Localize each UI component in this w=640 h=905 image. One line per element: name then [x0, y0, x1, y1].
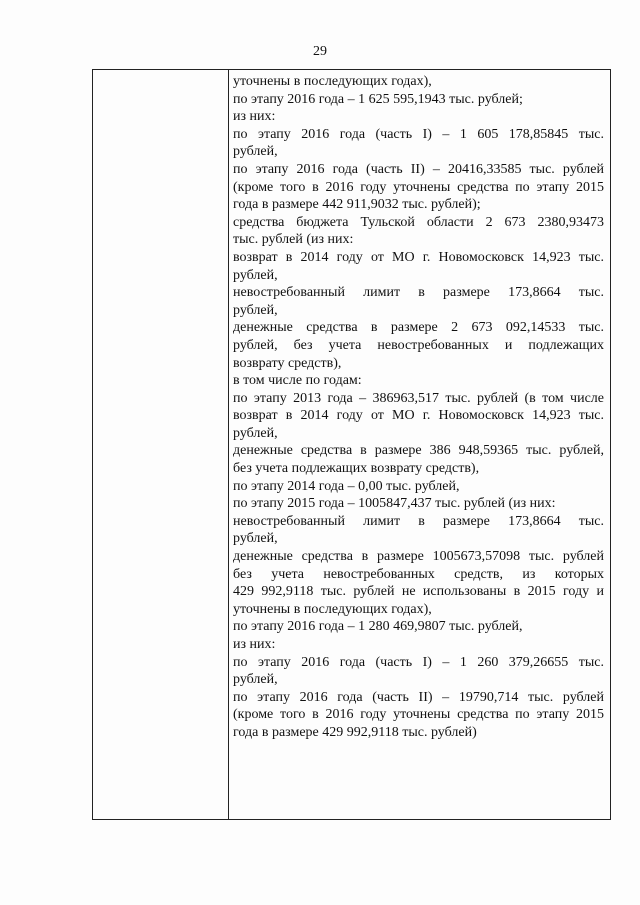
text-line: по этапу 2016 года (часть I) – 1 260 379,26655 тыс. [233, 654, 604, 670]
column-divider [228, 70, 229, 819]
text-line: из них: [233, 637, 276, 652]
text-line: денежные средства в размере 386 948,59365 тыс. рублей, [233, 443, 604, 459]
text-line: по этапу 2016 года (часть II) – 19790,714 тыс. рублей [233, 689, 604, 705]
text-line: по этапу 2015 года – 1005847,437 тыс. рублей (из них: [233, 496, 556, 512]
text-line: в том числе по годам: [233, 373, 362, 389]
text-line: уточнены в последующих годах), [233, 601, 432, 617]
text-line: года в размере 429 992,9118 тыс. рублей) [233, 724, 477, 740]
text-line: по этапу 2016 года (часть I) – 1 605 178,85845 тыс. [233, 126, 604, 142]
text-line: (кроме того в 2016 году уточнены средства по этапу 2015 [233, 707, 604, 723]
text-line: рублей, без учета невостребованных и подлежащих [233, 337, 604, 353]
text-line: по этапу 2016 года (часть II) – 20416,33585 тыс. рублей [233, 161, 604, 177]
page-number: 29 [313, 44, 327, 59]
document-table [92, 69, 611, 820]
text-line: денежные средства в размере 2 673 092,14533 тыс. [233, 320, 604, 336]
text-line: из них: [233, 109, 276, 125]
text-line: тыс. рублей (из них: [233, 232, 354, 248]
text-line: 429 992,9118 тыс. рублей не использованы в 2015 году и [233, 584, 604, 600]
text-line: рублей, [233, 672, 278, 688]
text-line: без учета подлежащих возврату средств), [233, 461, 480, 477]
text-line: года в размере 442 911,9032 тыс. рублей); [233, 197, 481, 213]
text-line: рублей, [233, 425, 278, 441]
text-line: уточнены в последующих годах), [233, 74, 432, 89]
text-line: (кроме того в 2016 году уточнены средства по этапу 2015 [233, 179, 604, 195]
text-line: возврат в 2014 году от МО г. Новомосковск 14,923 тыс. [233, 408, 604, 424]
text-line: денежные средства в размере 1005673,57098 тыс. рублей [233, 549, 604, 565]
text-line: невостребованный лимит в размере 173,8664 тыс. [233, 513, 604, 529]
text-line: возврату средств), [233, 355, 342, 371]
text-line: по этапу 2014 года – 0,00 тыс. рублей, [233, 478, 460, 494]
text-line: по этапу 2013 года – 386963,517 тыс. рублей (в том числе [233, 390, 604, 406]
text-line: рублей, [233, 144, 278, 160]
text-line: по этапу 2016 года – 1 280 469,9807 тыс. рублей, [233, 619, 523, 635]
text-line: невостребованный лимит в размере 173,8664 тыс. [233, 285, 604, 301]
text-line: рублей, [233, 302, 278, 318]
text-line: без учета невостребованных средств, из которых [233, 566, 604, 582]
text-line: по этапу 2016 года – 1 625 595,1943 тыс. рублей; [233, 91, 523, 107]
text-line: возврат в 2014 году от МО г. Новомосковск 14,923 тыс. [233, 249, 604, 265]
table-text-cell [233, 73, 604, 742]
text-line: рублей, [233, 267, 278, 283]
text-line: средства бюджета Тульской области 2 673 2380,93473 [233, 214, 604, 230]
text-line: рублей, [233, 531, 278, 547]
